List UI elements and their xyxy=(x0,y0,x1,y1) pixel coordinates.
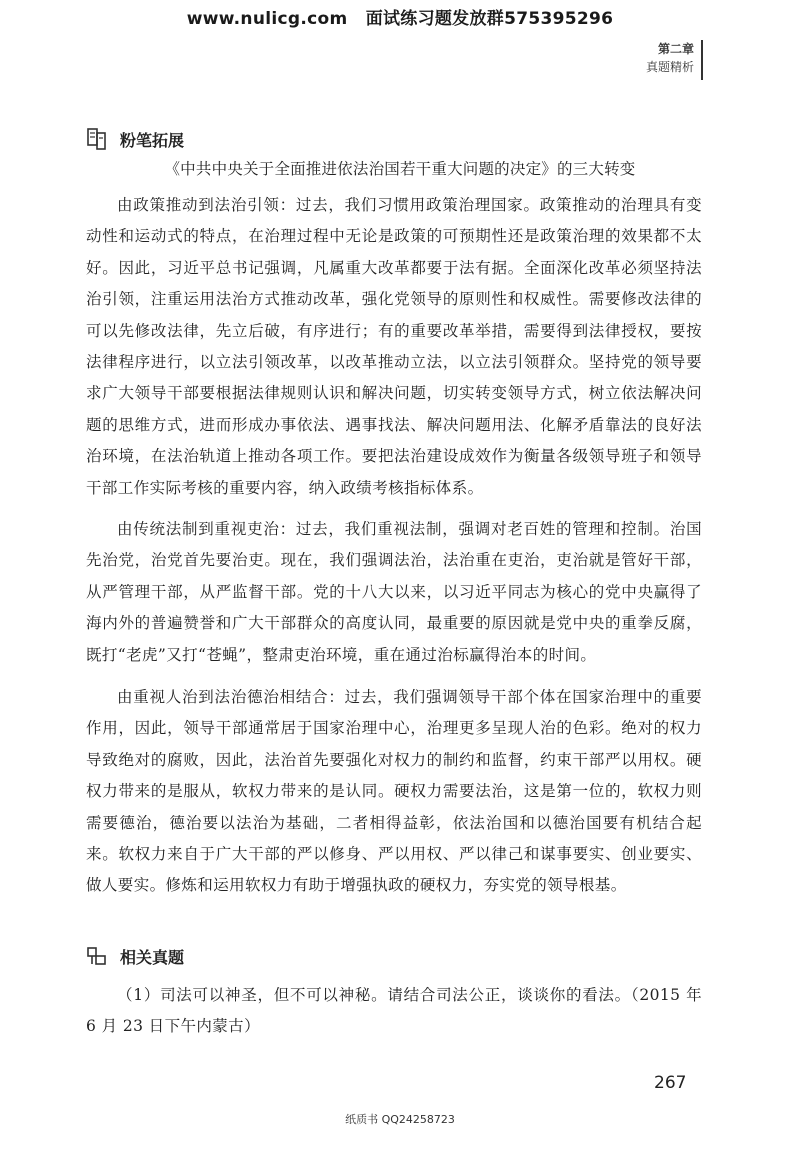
footer-text: 纸质书 QQ24258723 xyxy=(345,1113,455,1126)
chapter-number: 第二章 xyxy=(657,42,694,56)
extension-heading-label: 粉笔拓展 xyxy=(120,130,185,150)
watermark-url: www.nulicg.com xyxy=(186,9,348,29)
related-heading xyxy=(86,944,184,968)
related-question: （1）司法可以神圣，但不可以神秘。请结合司法公正，谈谈你的看法。（2015 年 6 月 23 日下午内蒙古） xyxy=(86,986,702,1036)
related-heading-label: 相关真题 xyxy=(120,947,185,967)
watermark xyxy=(0,4,800,29)
watermark-text: 面试练习题发放群575395296 xyxy=(365,9,614,29)
paragraph-rule-of-man-to-law-and-virtue: 由重视人治到法治德治相结合：过去，我们强调领导干部个体在国家治理中的重要作用，因此，领导干部通常居于国家治理中心，治理更多呈现人治的色彩。绝对的权力导致绝对的腐败，因此，法治首先要强化对权力的制约和监督，约束干部严以用权。硬权力带来的是服从，软权力带来的是认同。硬权力需要法治，这是第一位的，软权力则需要德治，德治要以法治为基础，二者相得益彰，依法治国和以德治国要有机结合起来。软权力来自于广大干部的严以修身、严以用权、严以律己和谋事要实、创业要实、做人要实。修炼和运用软权力有助于增强执政的硬权力，夯实党的领导根基。 xyxy=(86,688,702,895)
paragraph-policy-to-rule-of-law: 由政策推动到法治引领：过去，我们习惯用政策治理国家。政策推动的治理具有变动性和运动式的特点，在治理过程中无论是政策的可预期性还是政策治理的效果都不太好。因此，习近平总书记强调，凡属重大改革都要于法有据。全面深化改革必须坚持法治引领，注重运用法治方式推动改革，强化党领导的原则性和权威性。需要修改法律的可以先修改法律，先立后破，有序进行；有的重要改革举措，需要得到法律授权，要按法律程序进行，以立法引领改革，以改革推动立法，以立法引领群众。坚持党的领导要求广大领导干部要根据法律规则认识和解决问题，切实转变领导方式，树立依法解决问题的思维方式，进而形成办事依法、遇事找法、解决问题用法、化解矛盾靠法的良好法治环境，在法治轨道上推动各项工作。要把法治建设成效作为衡量各级领导班子和领导干部工作实际考核的重要内容，纳入政绩考核指标体系。 xyxy=(86,196,702,497)
chapter-header xyxy=(646,40,694,76)
paragraph-legal-system-to-officials: 由传统法制到重视吏治：过去，我们重视法制，强调对老百姓的管理和控制。治国先治党，治党首先要治吏。现在，我们强调法治，法治重在吏治，吏治就是管好干部，从严管理干部，从严监督干部。党的十八大以来，以习近平同志为核心的党中央赢得了海内外的普遍赞誉和广大干部群众的高度认同，最重要的原因就是党中央的重拳反腐，既打“老虎”又打“苍蝇”，整肃吏治环境，重在通过治标赢得治本的时间。 xyxy=(86,520,702,664)
related-icon xyxy=(86,944,108,968)
chapter-divider xyxy=(701,40,703,80)
extension-heading xyxy=(86,127,184,151)
chapter-title: 真题精析 xyxy=(645,60,694,74)
extension-subtitle: 《中共中央关于全面推进依法治国若干重大问题的决定》的三大转变 xyxy=(164,160,636,178)
page-number: 267 xyxy=(654,1073,687,1093)
book-icon xyxy=(86,127,108,151)
